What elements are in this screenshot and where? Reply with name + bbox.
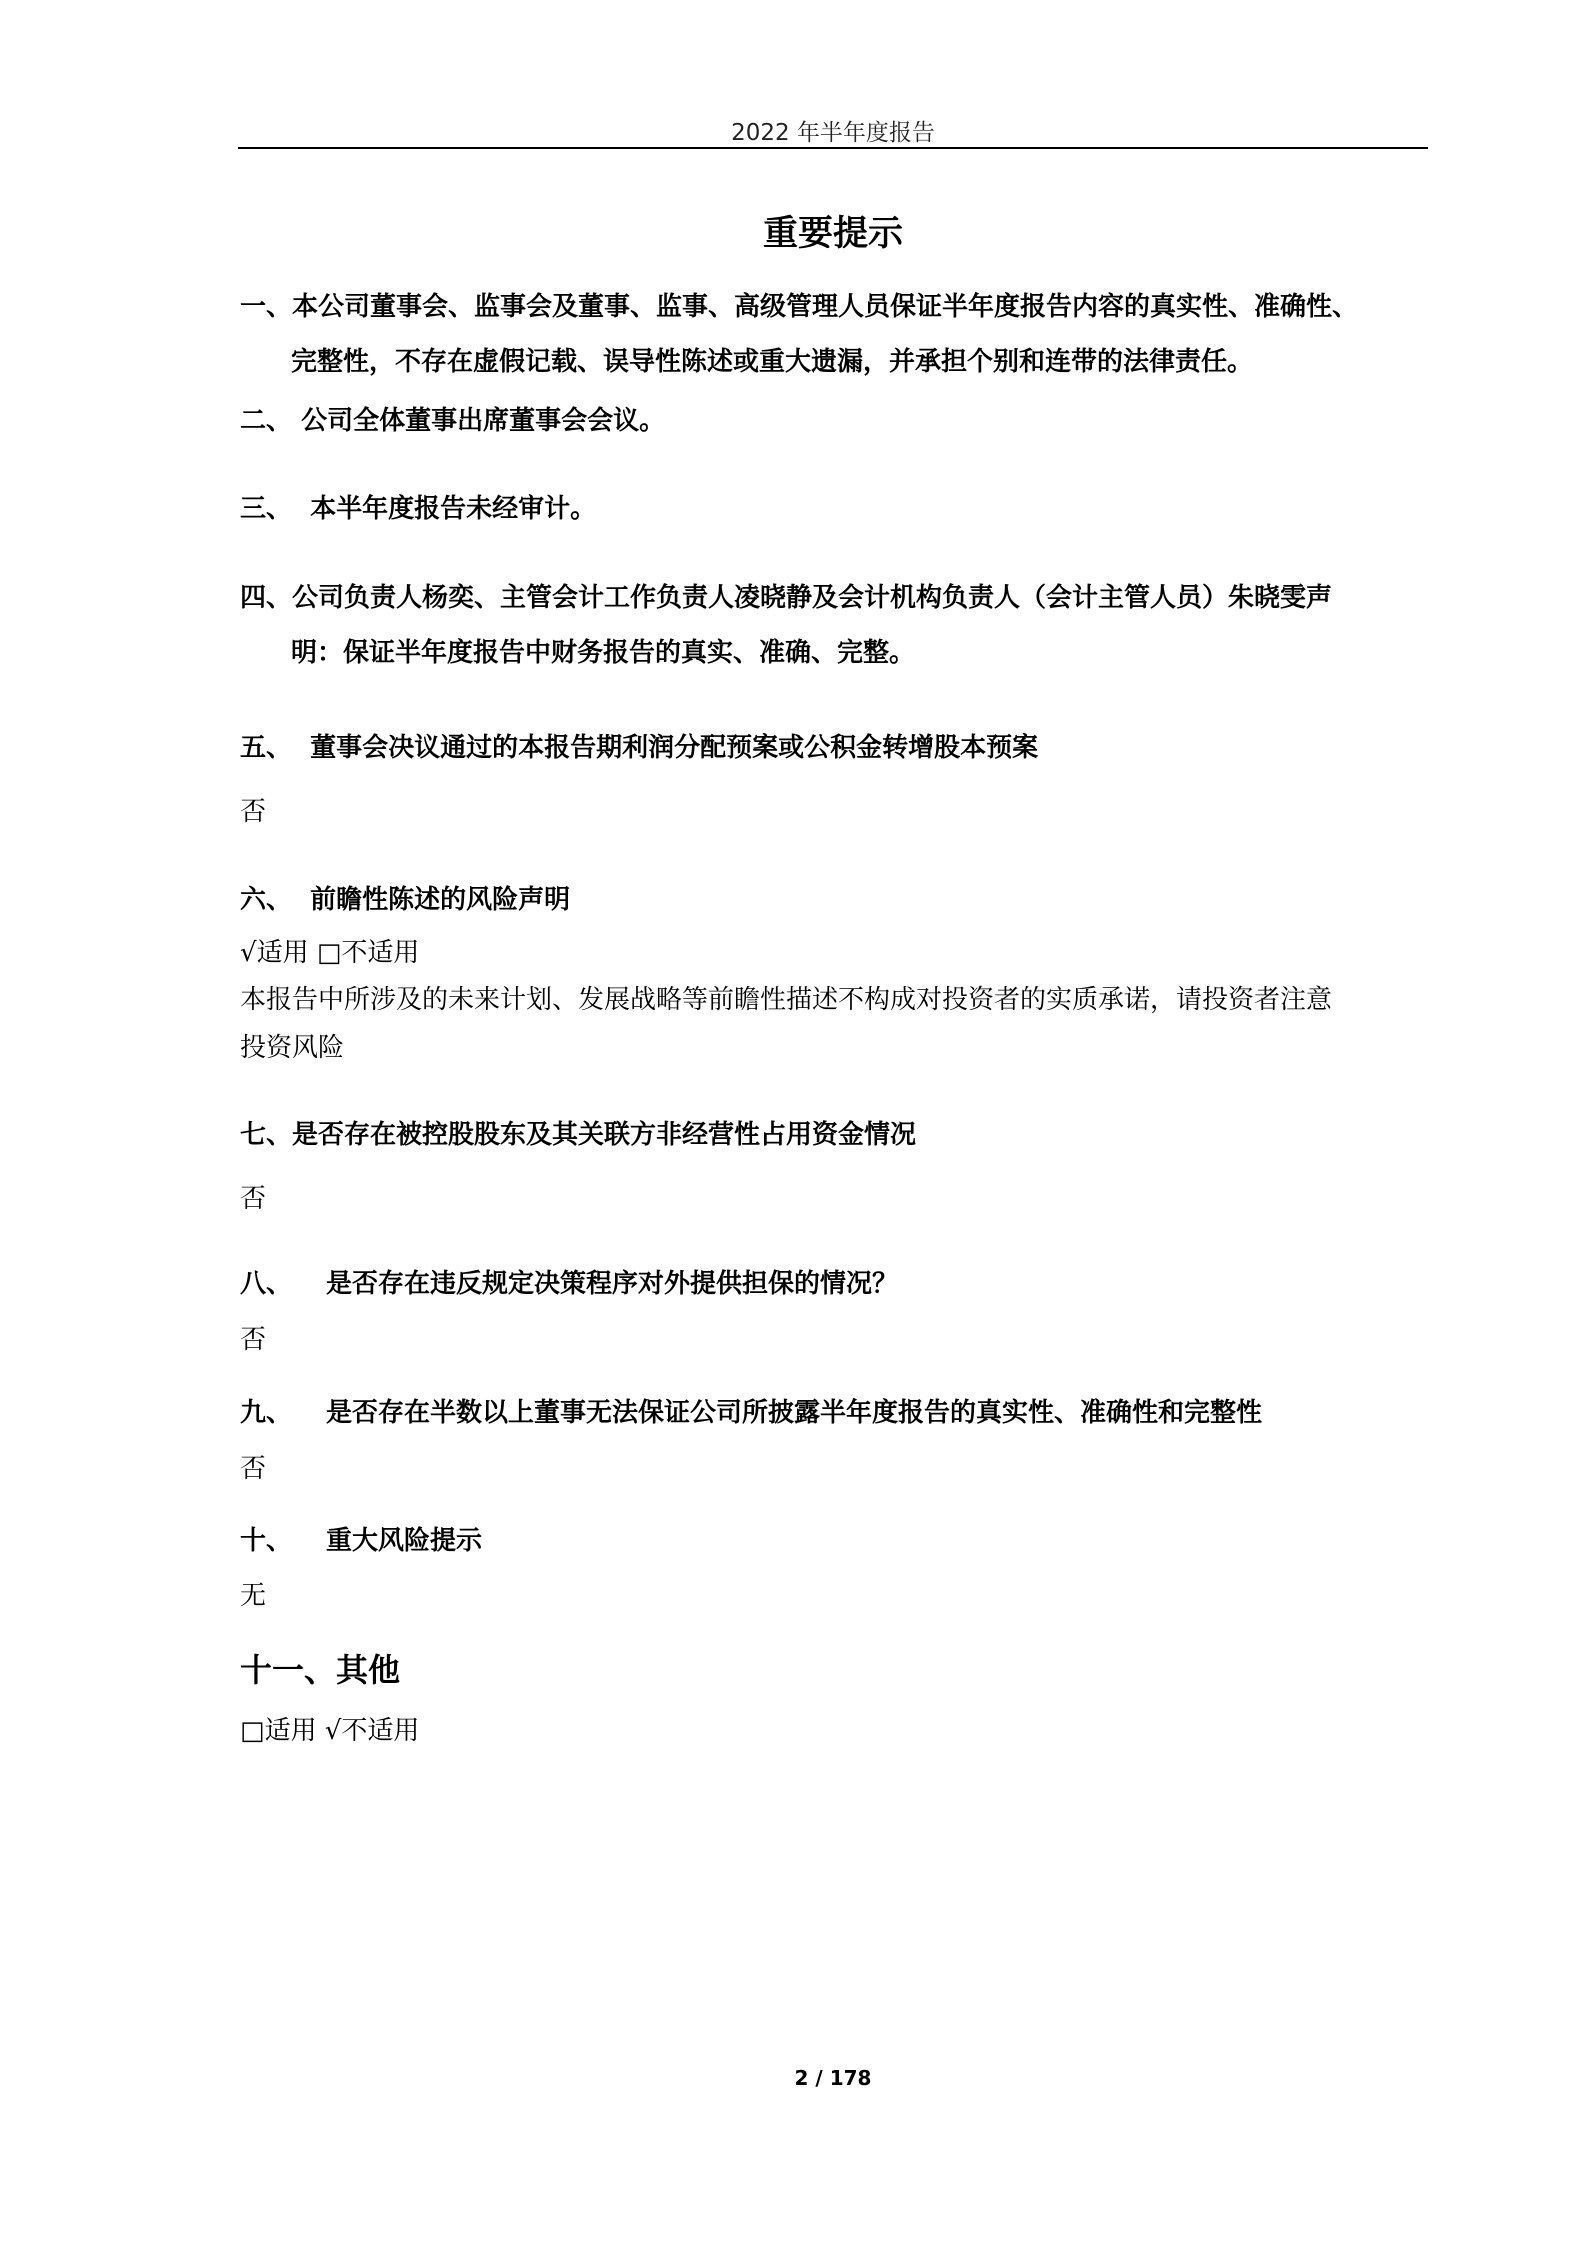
item-6-option: √适用 □不适用 — [240, 938, 420, 968]
item-2-text: 公司全体董事出席董事会会议。 — [301, 406, 666, 436]
page-number: 2 / 178 — [794, 2066, 872, 2090]
item-10-text: 重大风险提示 — [326, 1526, 483, 1556]
item-7-number: 七、 — [240, 1120, 293, 1150]
running-header: 2022 年半年度报告 — [731, 120, 935, 146]
item-8 — [240, 1257, 1430, 1312]
page-title: 重要提示 — [762, 214, 903, 254]
item-6-body-line-1: 本报告中所涉及的未来计划、发展战略等前瞻性描述不构成对投资者的实质承诺，请投资者注意 — [240, 985, 1333, 1015]
item-11 — [240, 1645, 1430, 1695]
item-5-answer: 否 — [240, 797, 267, 827]
item-7 — [240, 1108, 1430, 1163]
item-7-text: 是否存在被控股股东及其关联方非经营性占用资金情况 — [292, 1120, 917, 1150]
item-9 — [240, 1386, 1430, 1441]
item-6-text: 前瞻性陈述的风险声明 — [310, 885, 571, 915]
item-7-answer: 否 — [240, 1184, 267, 1214]
item-1 — [240, 280, 1430, 390]
item-3 — [240, 482, 1430, 537]
item-2-number: 二、 — [240, 406, 293, 436]
item-4-number: 四、 — [240, 583, 293, 613]
item-1-continuation: 完整性，不存在虚假记载、误导性陈述或重大遗漏，并承担个别和连带的法律责任。 — [291, 347, 1254, 377]
item-5-number: 五、 — [240, 733, 293, 763]
item-2 — [240, 394, 1430, 449]
item-3-text: 本半年度报告未经审计。 — [310, 494, 597, 524]
item-10 — [240, 1514, 1430, 1569]
item-1-text: 本公司董事会、监事会及董事、监事、高级管理人员保证半年度报告内容的真实性、准确性、 — [292, 292, 1359, 322]
item-5-text: 董事会决议通过的本报告期利润分配预案或公积金转增股本预案 — [310, 733, 1039, 763]
item-4-text: 公司负责人杨奕、主管会计工作负责人凌晓静及会计机构负责人（会计主管人员）朱晓雯声 — [292, 583, 1333, 613]
item-8-text: 是否存在违反规定决策程序对外提供担保的情况？ — [326, 1269, 899, 1299]
item-6-body-line-2: 投资风险 — [240, 1033, 345, 1063]
item-11-number: 十一、 — [240, 1651, 337, 1689]
item-8-answer: 否 — [240, 1325, 267, 1355]
item-9-number: 九、 — [240, 1398, 293, 1428]
header-rule — [238, 147, 1428, 149]
item-3-number: 三、 — [240, 494, 293, 524]
item-11-option: □适用 √不适用 — [240, 1716, 420, 1746]
item-4-continuation: 明：保证半年度报告中财务报告的真实、准确、完整。 — [291, 638, 916, 668]
item-8-number: 八、 — [240, 1269, 293, 1299]
item-1-number: 一、 — [240, 292, 293, 322]
item-4 — [240, 571, 1430, 681]
item-5 — [240, 721, 1430, 776]
item-9-text: 是否存在半数以上董事无法保证公司所披露半年度报告的真实性、准确性和完整性 — [326, 1398, 1263, 1428]
item-11-text: 其他 — [336, 1651, 401, 1689]
item-10-number: 十、 — [240, 1526, 293, 1556]
item-6-number: 六、 — [240, 885, 293, 915]
item-9-answer: 否 — [240, 1454, 267, 1484]
item-6 — [240, 873, 1430, 928]
item-10-answer: 无 — [240, 1581, 267, 1611]
